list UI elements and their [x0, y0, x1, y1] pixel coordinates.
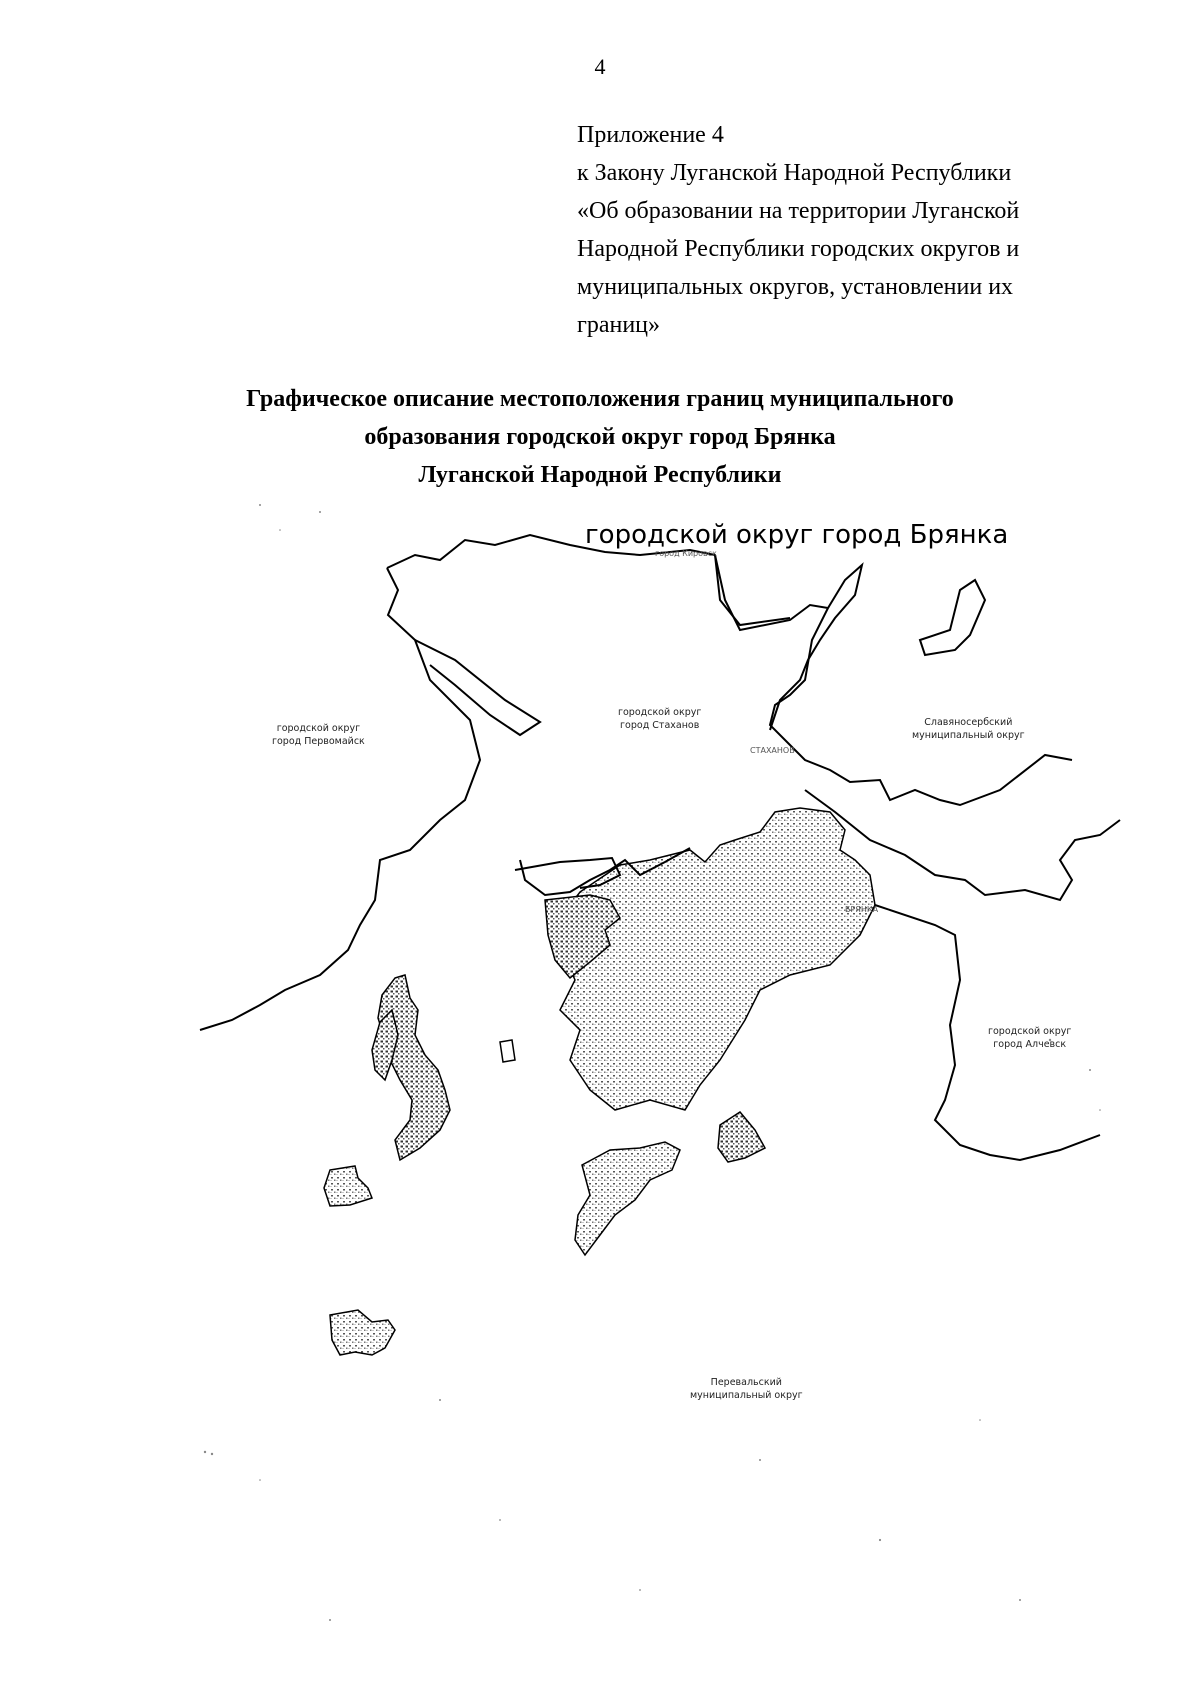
- document-title: [0, 380, 1200, 494]
- label-line: муниципальный округ: [690, 1390, 803, 1401]
- page-number: 4: [594, 54, 606, 79]
- label-line: городской округ: [276, 723, 361, 734]
- label-line: Славяносербский: [924, 717, 1013, 728]
- map-label-pervomaisk: [272, 722, 365, 748]
- bryanka-urban-area: [560, 808, 875, 1110]
- stakhanov-boundary: [387, 535, 1072, 805]
- enclave: [575, 1142, 680, 1255]
- appendix-line: Народной Республики городских округов и: [577, 236, 1020, 262]
- appendix-line: муниципальных округов, установлении их: [577, 274, 1014, 300]
- appendix-line: Приложение 4: [577, 122, 724, 148]
- title-line: образования городской округ город Брянка: [364, 424, 836, 450]
- enclave: [500, 1040, 515, 1062]
- east-detached-boundary: [920, 580, 985, 655]
- appendix-line: границ»: [577, 312, 661, 338]
- appendix-line: «Об образовании на территории Луганской: [577, 198, 1020, 224]
- stakhanov-inner-line: [415, 640, 540, 735]
- kirovsk-boundary: [715, 555, 790, 625]
- title-line: Луганской Народной Республики: [418, 462, 782, 488]
- label-line: городской округ: [618, 707, 702, 718]
- label-line: муниципальный округ: [912, 730, 1025, 741]
- river-line: [770, 565, 862, 730]
- map-label-kirovsk: город Кировск: [655, 549, 717, 558]
- map-label-bryanka-town: БРЯНКА: [845, 905, 879, 914]
- appendix-line: к Закону Луганской Народной Республики: [577, 160, 1012, 186]
- label-line: город Алчевск: [993, 1039, 1067, 1050]
- map-label-stakhanov-town: СТАХАНОВ: [750, 746, 795, 755]
- map-heading: городской округ город Брянка: [585, 520, 1009, 550]
- enclave: [324, 1166, 372, 1206]
- appendix-note: [577, 116, 1137, 344]
- label-line: городской округ: [988, 1026, 1072, 1037]
- enclave: [330, 1310, 395, 1355]
- stakhanov-west-boundary: [200, 568, 480, 1030]
- title-line: Графическое описание местоположения границ муниципального: [246, 386, 954, 412]
- enclave: [718, 1112, 765, 1162]
- map-label-stakhanov: [618, 706, 701, 732]
- map-label-alchevsk: [988, 1025, 1071, 1051]
- map-label-perevalsk: [690, 1376, 803, 1402]
- label-line: Перевальский: [710, 1377, 782, 1388]
- boundary-map-graphic: [195, 490, 1130, 1675]
- boundary-map: [195, 490, 1130, 1675]
- map-label-slavyanoserbsk: [912, 716, 1025, 742]
- label-line: город Стаханов: [620, 720, 700, 731]
- label-line: город Первомайск: [272, 736, 365, 747]
